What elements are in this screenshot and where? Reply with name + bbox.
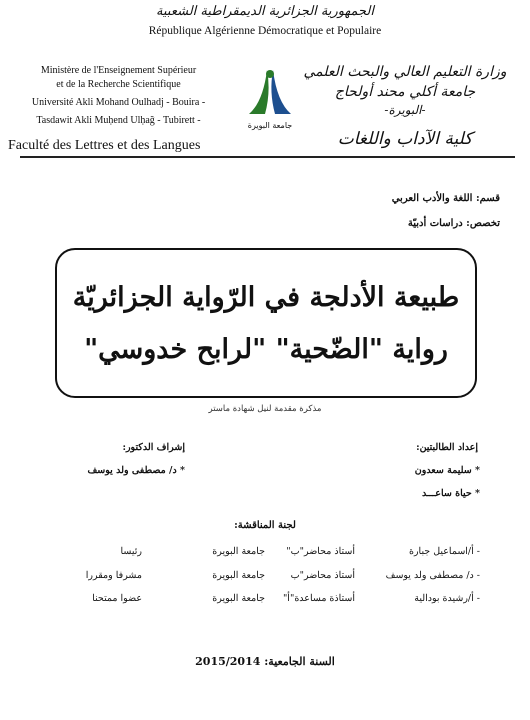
student-name [415,465,480,476]
logo-dot [266,70,274,78]
title-frame [55,248,477,398]
dash-icon: - [473,570,480,581]
university-arabic: جامعة أكلي محند أولحاج [334,84,476,100]
dash-icon: - [473,546,480,557]
department-value: اللغة والأدب العربي [391,193,473,204]
student-name-text: حياة ساعـــد [421,488,472,499]
faculty-arabic: كلية الآداب واللغات [337,129,473,149]
university-logo [245,62,295,132]
committee-member-university: جامعة البويرة [212,546,265,557]
bullet-icon: * [176,465,185,476]
university-line2-fr: Tasdawit Akli Muḥend Ulḥağ - Tubirett - [36,115,201,126]
committee-member-name [386,570,480,581]
faculty-french: Faculté des Lettres et des Langues [8,138,201,153]
committee-member-role: رئيسا [120,546,142,557]
student-name-text: سليمة سعدون [414,465,472,476]
ministry-line2-fr: et de la Recherche Scientifique [56,79,181,90]
logo-blue-leaf [271,70,291,114]
academic-year-label: السنة الجامعية: [264,655,335,668]
specialty-label: تخصص: [466,218,500,229]
thesis-title-line1: طبيعة الأدلجة في الرّواية الجزائريّة [72,282,460,313]
member-name-text: أ/رشيدة بودالية [414,593,474,604]
supervisor-name-text: د/ مصطفى ولد يوسف [87,465,177,476]
committee-member-rank: أستاذة مساعدة"أ" [282,593,355,604]
supervisor-name [87,465,185,476]
member-name-text: أ/اسماعيل جبارة [408,546,474,557]
department [392,193,500,204]
committee-member-name [409,546,480,557]
logo-caption: جامعة البويرة [247,121,293,130]
header-divider [20,156,515,158]
department-label: قسم: [475,193,500,204]
committee-member-university: جامعة البويرة [212,593,265,604]
ministry-arabic: وزارة التعليم العالي والبحث العلمي [303,64,507,80]
committee-member-university: جامعة البويرة [212,570,265,581]
student-name [422,488,480,499]
prepared-by-label: إعداد الطالبتين: [416,442,478,453]
ministry-line1-fr: Ministère de l'Enseignement Supérieur [40,65,197,76]
committee-title: لجنة المناقشة: [234,520,296,531]
bullet-icon: * [471,465,480,476]
thesis-title-line2: رواية "الضّحية" "لرابح خدوسي" [84,334,448,365]
dash-icon: - [473,593,480,604]
member-name-text: د/ مصطفى ولد يوسف [385,570,474,581]
supervisor-label: إشراف الدكتور: [122,442,185,453]
committee-member-rank: أستاذ محاضر"ب" [286,546,355,557]
academic-year [0,655,530,668]
committee-member-name [414,593,480,604]
academic-year-value: 2015/2014 [195,655,261,668]
logo-green-leaf [249,70,269,114]
committee-member-role: عضوا ممتحنا [92,593,142,604]
specialty [408,218,500,229]
republic-arabic: الجمهورية الجزائرية الديمقراطية الشعبية [156,4,374,19]
committee-member-rank: أستاذ محاضر"ب [290,570,355,581]
memo-note: مذكرة مقدمة لنيل شهادة ماستر [208,404,322,414]
specialty-value: دراسات أدبيّة [407,218,463,229]
committee-member-role: مشرفا ومقررا [85,570,142,581]
city-arabic: -البويرة- [384,103,426,117]
bullet-icon: * [471,488,480,499]
republic-french: République Algérienne Démocratique et Populaire [148,25,382,37]
university-line1-fr: Université Akli Mohand Oulhadj - Bouira - [31,97,206,108]
